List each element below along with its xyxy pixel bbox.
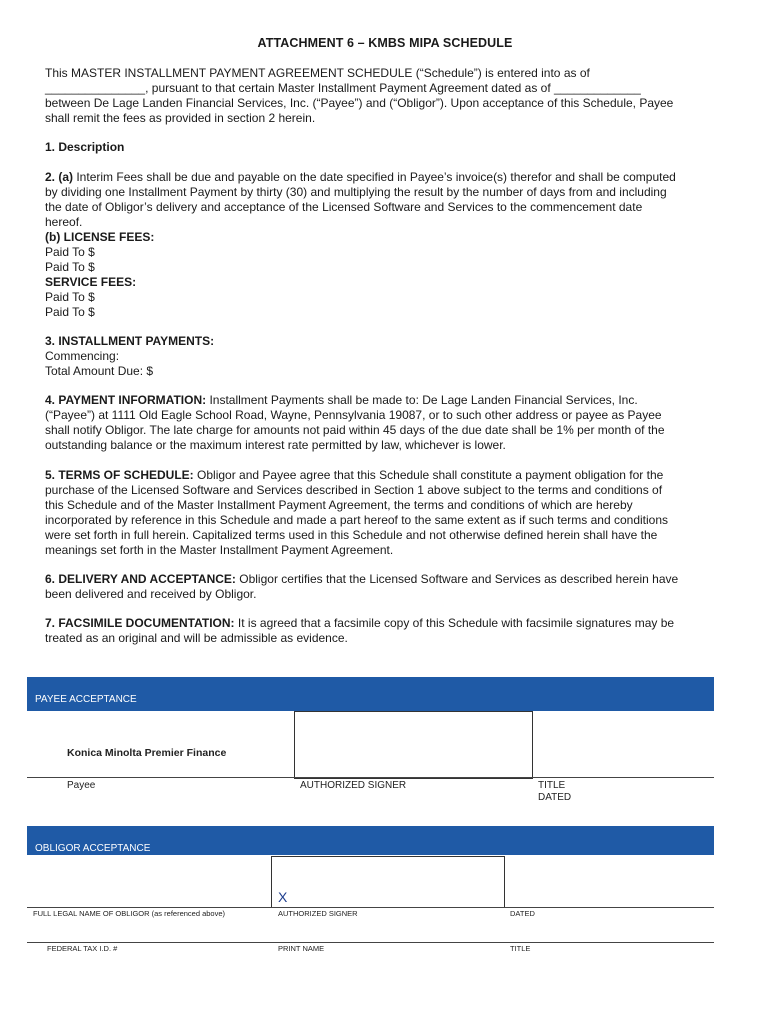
section-2: 2. (a) Interim Fees shall be due and payable on the date specified in Payee’s invoice(s) therefor and shall be computed by dividing one Installment Payment by thirty (30) and multiplying the result by the number of days from and including the date of Obligor’s delivery and acceptance of the Licensed Software and Services to the commencement date hereof. (b) LICENSE FEES: Paid To $ Paid To $ SERVICE FEES: Paid To $ Paid To $	[45, 170, 715, 320]
section-4: 4. PAYMENT INFORMATION: Installment Payments shall be made to: De Lage Landen Financial Services, Inc. (“Payee”) at 1111 Old Eagle School Road, Wayne, Pennsylvania 19087, or to such other address or payee as Payee shall notify Obligor. The late charge for amounts not paid within 45 days of the due date shall be 1% per month of the outstanding balance or the maximum interest rate permitted by law, whichever is lower.	[45, 393, 665, 452]
section-1-heading: 1. Description	[45, 140, 125, 154]
obligor-authorized-signer-label: AUTHORIZED SIGNER	[278, 909, 358, 918]
obligor-full-name-label: FULL LEGAL NAME OF OBLIGOR (as referenced above)	[33, 909, 226, 918]
obligor-signature-rule	[27, 907, 714, 908]
section-7: 7. FACSIMILE DOCUMENTATION: It is agreed that a facsimile copy of this Schedule with facsimile signatures may be treated as an original and will be admissible as evidence.	[45, 616, 675, 645]
section-3: 3. INSTALLMENT PAYMENTS: Commencing: Total Amount Due: $	[45, 334, 215, 378]
payee-company-name: Konica Minolta Premier Finance	[67, 747, 227, 759]
payee-label: Payee	[67, 780, 96, 791]
obligor-acceptance-band: OBLIGOR ACCEPTANCE	[27, 826, 714, 855]
payee-signature-box[interactable]	[294, 711, 533, 779]
license-fee-line: Paid To $	[45, 245, 95, 259]
license-fee-line: Paid To $	[45, 260, 95, 274]
payee-dated-label: DATED	[538, 792, 572, 803]
signature-x-mark: X	[278, 889, 288, 905]
section-6: 6. DELIVERY AND ACCEPTANCE: Obligor certifies that the Licensed Software and Services as described herein have been delivered and received by Obligor.	[45, 572, 679, 601]
obligor-print-rule	[27, 942, 714, 943]
payee-title-label: TITLE	[538, 780, 566, 791]
payee-signature-rule	[27, 777, 714, 778]
payee-acceptance-band: PAYEE ACCEPTANCE	[27, 677, 714, 711]
obligor-dated-label: DATED	[510, 909, 535, 918]
federal-tax-id-label: FEDERAL TAX I.D. #	[47, 944, 118, 953]
service-fee-line: Paid To $	[45, 305, 95, 319]
service-fee-line: Paid To $	[45, 290, 95, 304]
obligor-title-label: TITLE	[510, 944, 531, 953]
license-fees-heading: (b) LICENSE FEES:	[45, 230, 155, 244]
print-name-label: PRINT NAME	[278, 944, 325, 953]
intro-paragraph: This MASTER INSTALLMENT PAYMENT AGREEMENT SCHEDULE (“Schedule”) is entered into as of _______________, pursuant to that certain Master Installment Payment Agreement dated as of _____________ between De Lage Landen Financial Services, Inc. (“Payee”) and (“Obligor”). Upon acceptance of this Schedule, Payee shall remit the fees as provided in section 2 herein.	[45, 66, 674, 125]
payee-authorized-signer-label: AUTHORIZED SIGNER	[300, 780, 407, 791]
page-title: ATTACHMENT 6 – KMBS MIPA SCHEDULE	[257, 36, 513, 50]
service-fees-heading: SERVICE FEES:	[45, 275, 137, 289]
section-5: 5. TERMS OF SCHEDULE: Obligor and Payee agree that this Schedule shall constitute a payment obligation for the purchase of the Licensed Software and Services described in Section 1 above subject to the terms and conditions of this Schedule and of the Master Installment Payment Agreement, the terms and conditions of which are hereby incorporated by reference in this Schedule and made a part hereof to the same extent as if such terms and conditions were set forth in full herein. Capitalized terms used in this Schedule and not otherwise defined herein shall have the meanings set forth in the Master Installment Payment Agreement.	[45, 468, 669, 557]
obligor-signature-box[interactable]	[271, 856, 505, 908]
